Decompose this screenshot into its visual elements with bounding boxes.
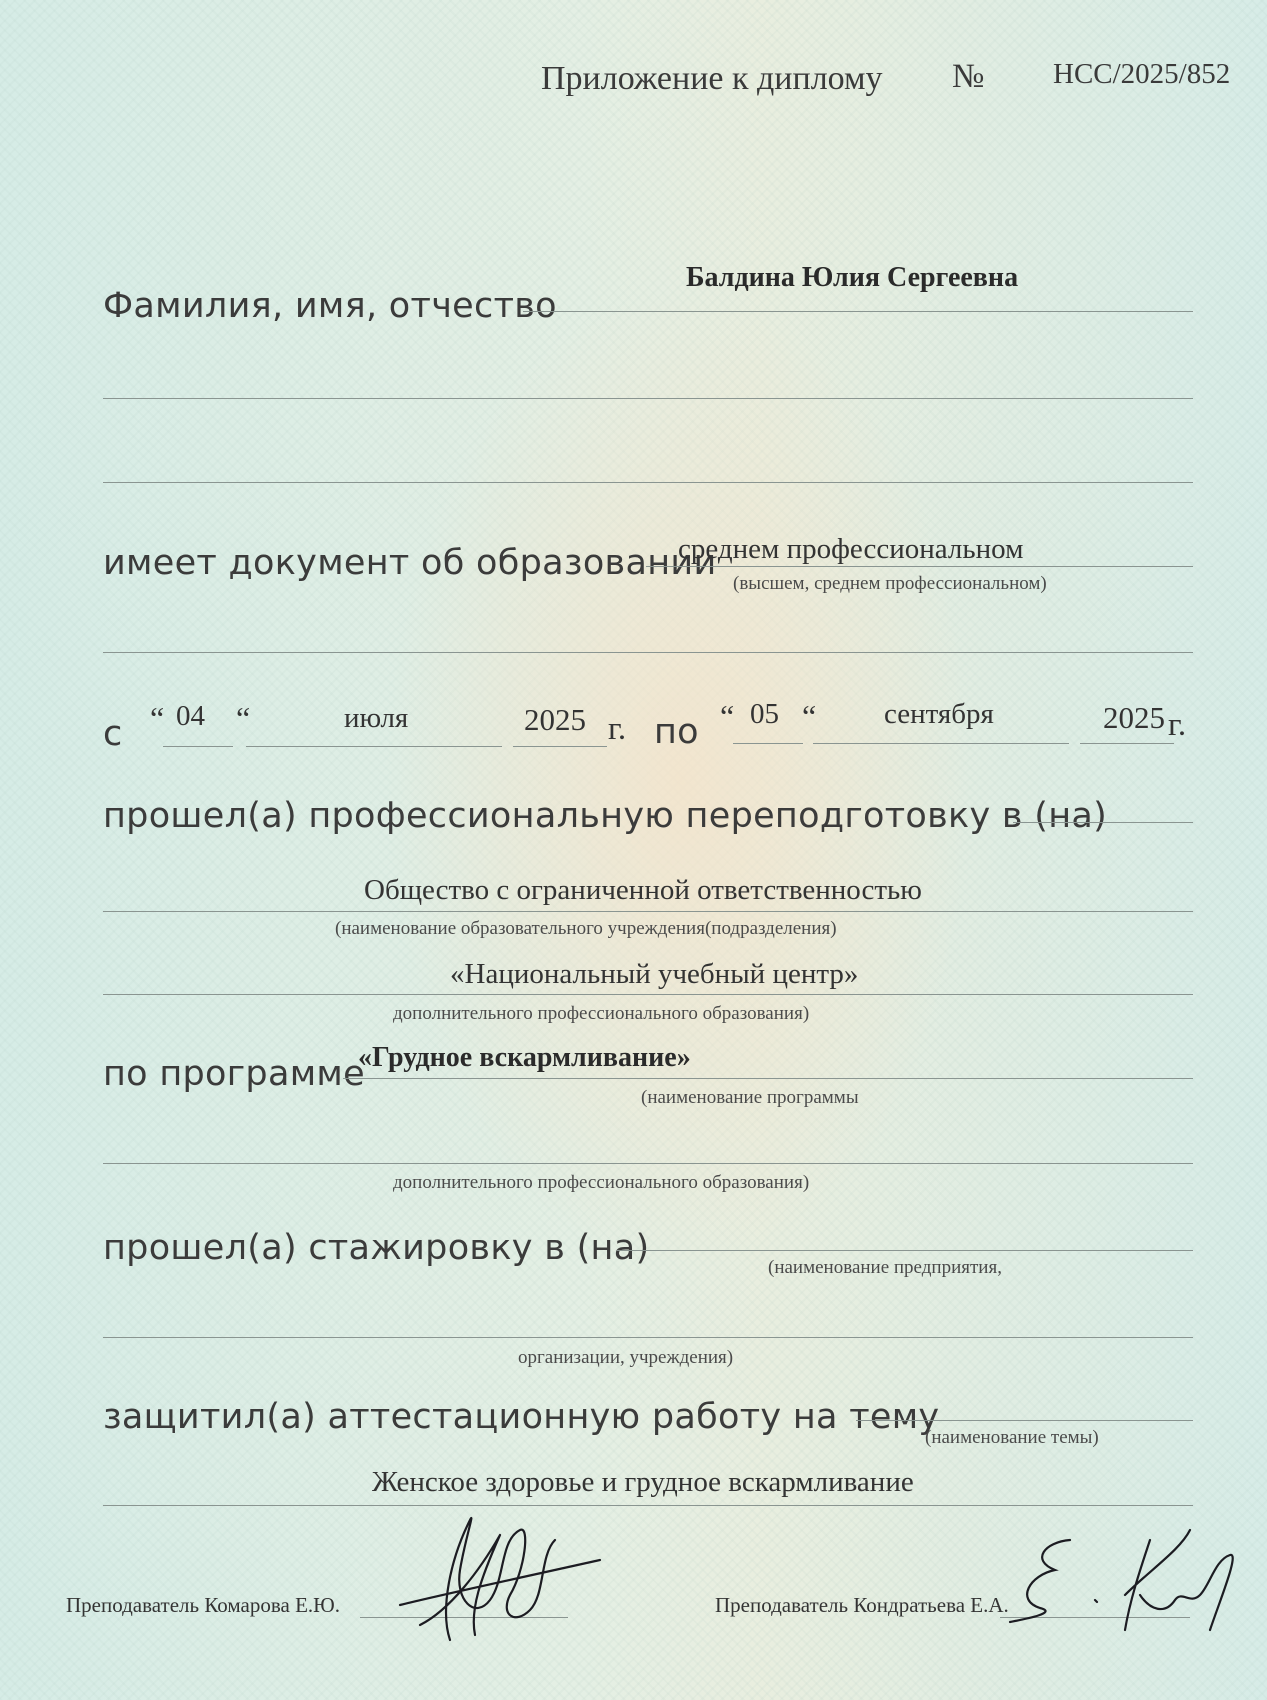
fio-label: Фамилия, имя, отчество: [103, 286, 557, 326]
retraining-underline: [1013, 822, 1193, 823]
retraining-caption1: (наименование образовательного учреждения(подразделения): [335, 918, 837, 939]
to-day-underline: [733, 743, 803, 744]
open-quote-to: “: [720, 698, 735, 734]
fio-underline: [523, 311, 1193, 312]
thesis-underline: [856, 1420, 1193, 1421]
internship-caption2: организации, учреждения): [518, 1347, 734, 1368]
header-number: НСС/2025/852: [1053, 58, 1231, 90]
program-label: по программе: [103, 1054, 365, 1094]
org-line1-underline: [103, 911, 1193, 912]
dates-prefix: с: [103, 714, 123, 754]
program-caption2: дополнительного профессионального образования): [393, 1172, 810, 1193]
from-month-underline: [246, 746, 502, 747]
education-value: среднем профессиональном: [678, 533, 1024, 565]
left-signature-label: Преподаватель Комарова Е.Ю.: [66, 1593, 340, 1617]
thesis-caption: (наименование темы): [925, 1427, 1099, 1448]
to-year-suffix: г.: [1168, 707, 1187, 743]
to-year-underline: [1080, 743, 1174, 744]
thesis-value-underline: [103, 1505, 1193, 1506]
left-signature-scribble: [380, 1500, 610, 1650]
header-title: Приложение к диплому: [541, 60, 883, 97]
retraining-org-line2: «Национальный учебный центр»: [450, 958, 859, 990]
to-day: 05: [750, 698, 779, 730]
open-quote-from: “: [150, 700, 165, 736]
to-word: по: [654, 712, 699, 752]
program-caption1: (наименование программы: [641, 1087, 859, 1108]
org-line2-underline: [103, 994, 1193, 995]
from-year-underline: [513, 746, 607, 747]
program-value: «Грудное вскармливание»: [358, 1042, 691, 1073]
retraining-caption2: дополнительного профессионального образования): [393, 1003, 810, 1024]
internship-caption1: (наименование предприятия,: [768, 1257, 1002, 1278]
blank-line-2: [103, 482, 1193, 483]
to-month: сентября: [884, 698, 994, 730]
close-quote-to: “: [802, 698, 817, 734]
program-line2-underline: [103, 1163, 1193, 1164]
right-signature-label: Преподаватель Кондратьева Е.А.: [715, 1593, 1009, 1617]
thesis-label: защитил(а) аттестационную работу на тему: [103, 1397, 940, 1437]
to-month-underline: [813, 743, 1069, 744]
program-underline: [343, 1078, 1193, 1079]
retraining-label: прошел(а) профессиональную переподготовку в (на): [103, 796, 1108, 836]
internship-label: прошел(а) стажировку в (на): [103, 1228, 650, 1268]
thesis-value: Женское здоровье и грудное вскармливание: [372, 1466, 914, 1498]
close-quote-from: “: [236, 700, 251, 736]
from-day-underline: [163, 746, 233, 747]
from-month: июля: [344, 702, 409, 734]
education-underline: [646, 566, 1193, 567]
from-year: 2025: [524, 702, 586, 737]
retraining-org-line1: Общество с ограниченной ответственностью: [364, 874, 922, 906]
from-year-suffix: г.: [608, 711, 627, 747]
blank-line-1: [103, 398, 1193, 399]
education-caption: (высшем, среднем профессиональном): [733, 573, 1047, 594]
education-label: имеет документ об образовании: [103, 543, 717, 583]
right-signature-scribble: [1000, 1520, 1250, 1640]
to-year: 2025: [1103, 700, 1165, 735]
fio-value: Балдина Юлия Сергеевна: [686, 262, 1019, 293]
blank-line-3: [103, 652, 1193, 653]
internship-line2-underline: [103, 1337, 1193, 1338]
header-number-sign: №: [952, 58, 985, 95]
from-day: 04: [176, 700, 205, 732]
internship-underline: [617, 1250, 1193, 1251]
